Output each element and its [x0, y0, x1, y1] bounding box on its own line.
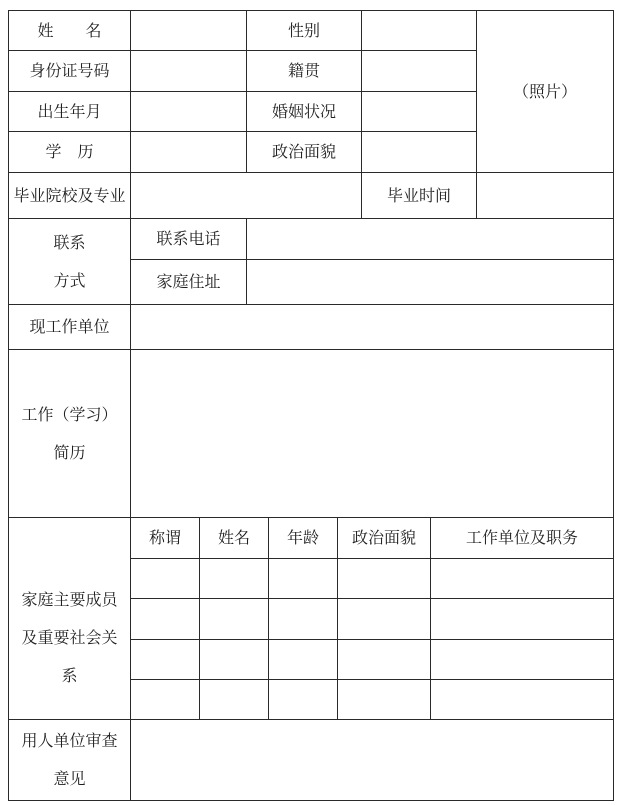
family-cell[interactable] — [199, 598, 268, 639]
current-employer-label: 现工作单位 — [8, 304, 130, 349]
graduation-time-field[interactable] — [476, 172, 614, 218]
family-cell[interactable] — [268, 639, 337, 679]
family-cell[interactable] — [130, 639, 199, 679]
political-status-field[interactable] — [361, 131, 476, 172]
review-label: 用人单位审查 意见 — [8, 719, 130, 801]
school-major-label: 毕业院校及专业 — [8, 172, 130, 218]
marital-status-label: 婚姻状况 — [246, 91, 361, 131]
family-label: 家庭主要成员 及重要社会关 系 — [8, 517, 130, 719]
family-cell[interactable] — [199, 639, 268, 679]
family-cell[interactable] — [430, 679, 614, 719]
family-cell[interactable] — [268, 598, 337, 639]
family-header-name: 姓名 — [199, 517, 268, 558]
family-cell[interactable] — [337, 558, 430, 598]
name-label: 姓 名 — [8, 10, 130, 50]
family-cell[interactable] — [430, 558, 614, 598]
family-cell[interactable] — [199, 558, 268, 598]
id-number-label: 身份证号码 — [8, 50, 130, 91]
current-employer-field[interactable] — [130, 304, 614, 349]
address-label: 家庭住址 — [130, 259, 246, 304]
family-header-political-status: 政治面貌 — [337, 517, 430, 558]
address-field[interactable] — [246, 259, 614, 304]
family-cell[interactable] — [199, 679, 268, 719]
birth-date-label: 出生年月 — [8, 91, 130, 131]
phone-field[interactable] — [246, 218, 614, 259]
family-header-employer-position: 工作单位及职务 — [430, 517, 614, 558]
family-cell[interactable] — [337, 598, 430, 639]
graduation-time-label: 毕业时间 — [361, 172, 476, 218]
political-status-label: 政治面貌 — [246, 131, 361, 172]
id-number-field[interactable] — [130, 50, 246, 91]
education-label: 学 历 — [8, 131, 130, 172]
family-cell[interactable] — [268, 679, 337, 719]
contact-label: 联系 方式 — [8, 218, 130, 304]
education-field[interactable] — [130, 131, 246, 172]
gender-label: 性别 — [246, 10, 361, 50]
gender-field[interactable] — [361, 10, 476, 50]
family-cell[interactable] — [337, 639, 430, 679]
native-place-label: 籍贯 — [246, 50, 361, 91]
phone-label: 联系电话 — [130, 218, 246, 259]
family-cell[interactable] — [130, 679, 199, 719]
family-header-relation: 称谓 — [130, 517, 199, 558]
name-field[interactable] — [130, 10, 246, 50]
native-place-field[interactable] — [361, 50, 476, 91]
family-cell[interactable] — [430, 639, 614, 679]
family-cell[interactable] — [130, 558, 199, 598]
photo-box[interactable]: （照片） — [476, 10, 614, 172]
resume-field[interactable] — [130, 349, 614, 517]
family-cell[interactable] — [337, 679, 430, 719]
review-field[interactable] — [130, 719, 614, 801]
resume-label: 工作（学习） 简历 — [8, 349, 130, 517]
family-cell[interactable] — [268, 558, 337, 598]
school-major-field[interactable] — [130, 172, 361, 218]
family-cell[interactable] — [430, 598, 614, 639]
family-cell[interactable] — [130, 598, 199, 639]
birth-date-field[interactable] — [130, 91, 246, 131]
marital-status-field[interactable] — [361, 91, 476, 131]
family-header-age: 年龄 — [268, 517, 337, 558]
